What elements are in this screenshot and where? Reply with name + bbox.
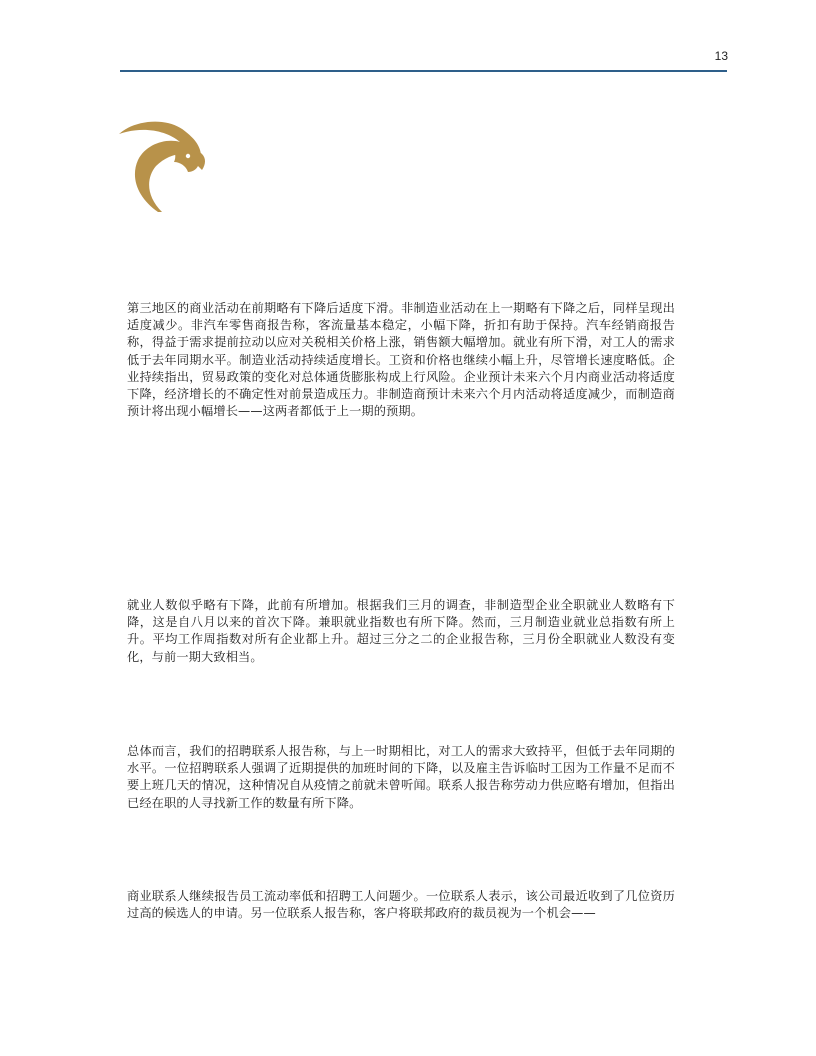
paragraph-turnover: 商业联系人继续报告员工流动率低和招聘工人问题少。一位联系人表示，该公司最近收到了几位资历过高的候选人的申请。另一位联系人报告称，客户将联邦政府的裁员视为一个机会—— <box>127 889 675 921</box>
paragraph-business-activity: 第三地区的商业活动在前期略有下降后适度下滑。非制造业活动在上一期略有下降之后，同样呈现出适度减少。非汽车零售商报告称，客流量基本稳定，小幅下降，折扣有助于保持。汽车经销商报告称，得益于需求提前拉动以应对关税相关价格上涨，销售额大幅增加。就业有所下滑，对工人的需求低于去年同期水平。制造业活动持续适度增长。工资和价格也继续小幅上升，尽管增长速度略低。企业持续指出，贸易政策的变化对总体通货膨胀构成上行风险。企业预计未来六个月内商业活动将适度下降，经济增长的不确定性对前景造成压力。非制造商预计未来六个月内活动将适度减少，而制造商预计将出现小幅增长——这两者都低于上一期的预期。 <box>127 301 675 419</box>
page-number: 13 <box>714 49 728 63</box>
eagle-head-logo-icon <box>116 118 208 214</box>
paragraph-employment: 就业人数似乎略有下降，此前有所增加。根据我们三月的调查，非制造型企业全职就业人数略有下降，这是自八月以来的首次下降。兼职就业指数也有所下降。然而，三月制造业就业总指数有所上升。平均工作周指数对所有企业都上升。超过三分之二的企业报告称，三月份全职就业人数没有变化，与前一期大致相当。 <box>127 598 675 664</box>
header-rule <box>120 70 727 72</box>
paragraph-recruiting: 总体而言，我们的招聘联系人报告称，与上一时期相比，对工人的需求大致持平，但低于去年同期的水平。一位招聘联系人强调了近期提供的加班时间的下降，以及雇主告诉临时工因为工作量不足而不要上班几天的情况，这种情况自从疫情之前就未曾听闻。联系人报告称劳动力供应略有增加，但指出已经在职的人寻找新工作的数量有所下降。 <box>127 744 675 810</box>
